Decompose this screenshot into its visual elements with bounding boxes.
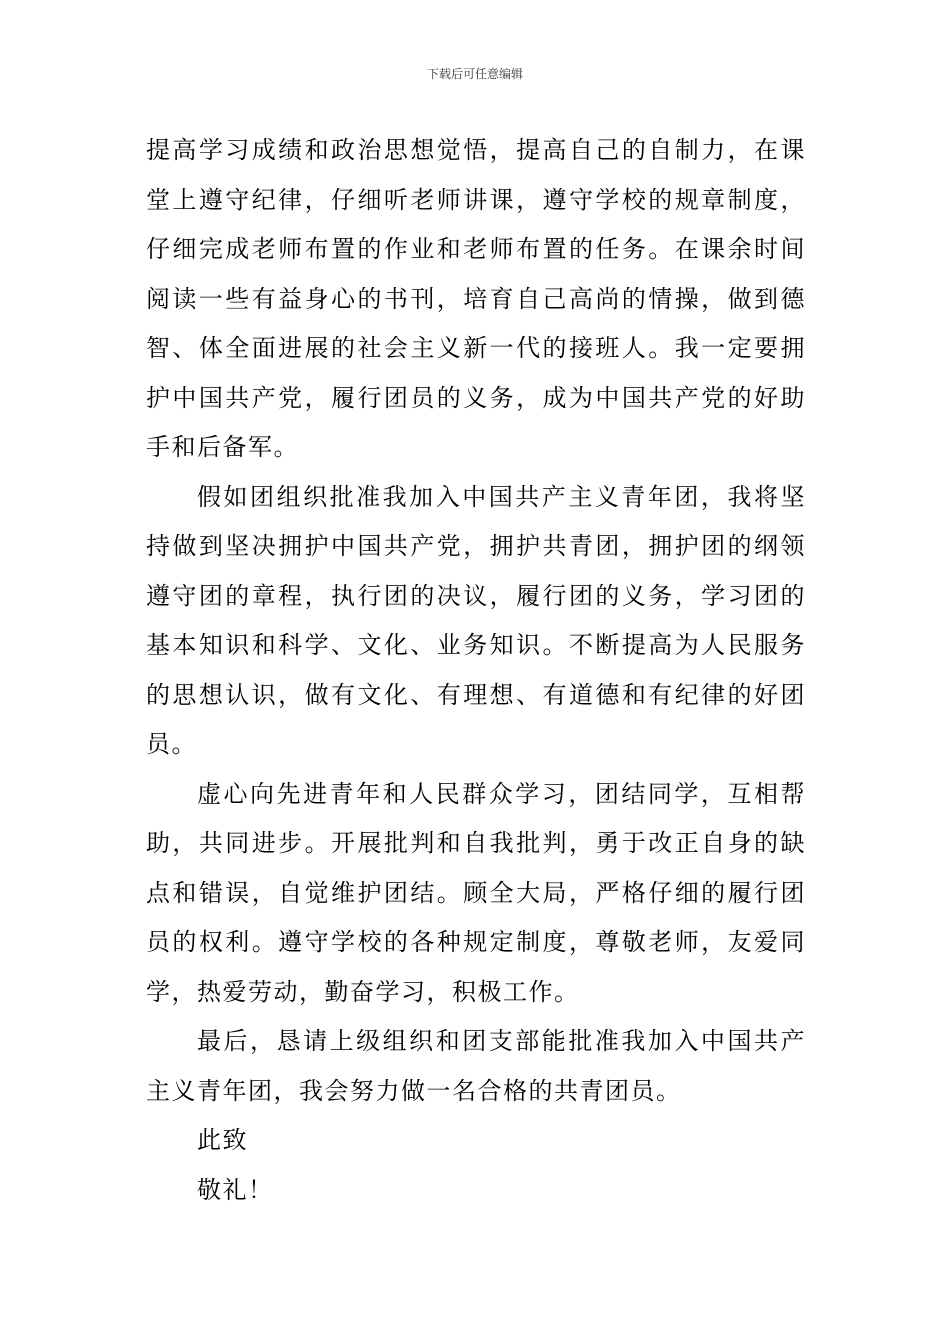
paragraph-1: 提高学习成绩和政治思想觉悟，提高自己的自制力，在课堂上遵守纪律，仔细听老师讲课，遵守学校的规章制度，仔细完成老师布置的作业和老师布置的任务。在课余时间阅读一些有益身心的书刊，培育自己高尚的情操，做到德智、体全面进展的社会主义新一代的接班人。我一定要拥护中国共产党，履行团员的义务，成为中国共产党的好助手和后备军。 bbox=[146, 136, 806, 461]
paragraph-4: 最后，恳请上级组织和团支部能批准我加入中国共产主义青年团，我会努力做一名合格的共青团员。 bbox=[146, 1027, 806, 1105]
closing-line-1: 此致 bbox=[197, 1126, 248, 1154]
paragraph-2: 假如团组织批准我加入中国共产主义青年团，我将坚持做到坚决拥护中国共产党，拥护共青团，拥护团的纲领遵守团的章程，执行团的决议，履行团的义务，学习团的基本知识和科学、文化、业务知识。不断提高为人民服务的思想认识，做有文化、有理想、有道德和有纪律的好团员。 bbox=[146, 482, 806, 758]
letter-body bbox=[146, 126, 806, 1215]
closing-line-2: 敬礼！ bbox=[197, 1175, 274, 1204]
paragraph-3: 虚心向先进青年和人民群众学习，团结同学，互相帮助，共同进步。开展批判和自我批判，勇于改正自身的缺点和错误，自觉维护团结。顾全大局，严格仔细的履行团员的权利。遵守学校的各种规定制度，尊敬老师，友爱同学，热爱劳动，勤奋学习，积极工作。 bbox=[146, 779, 806, 1006]
page-header: 下载后可任意编辑 bbox=[426, 67, 523, 81]
